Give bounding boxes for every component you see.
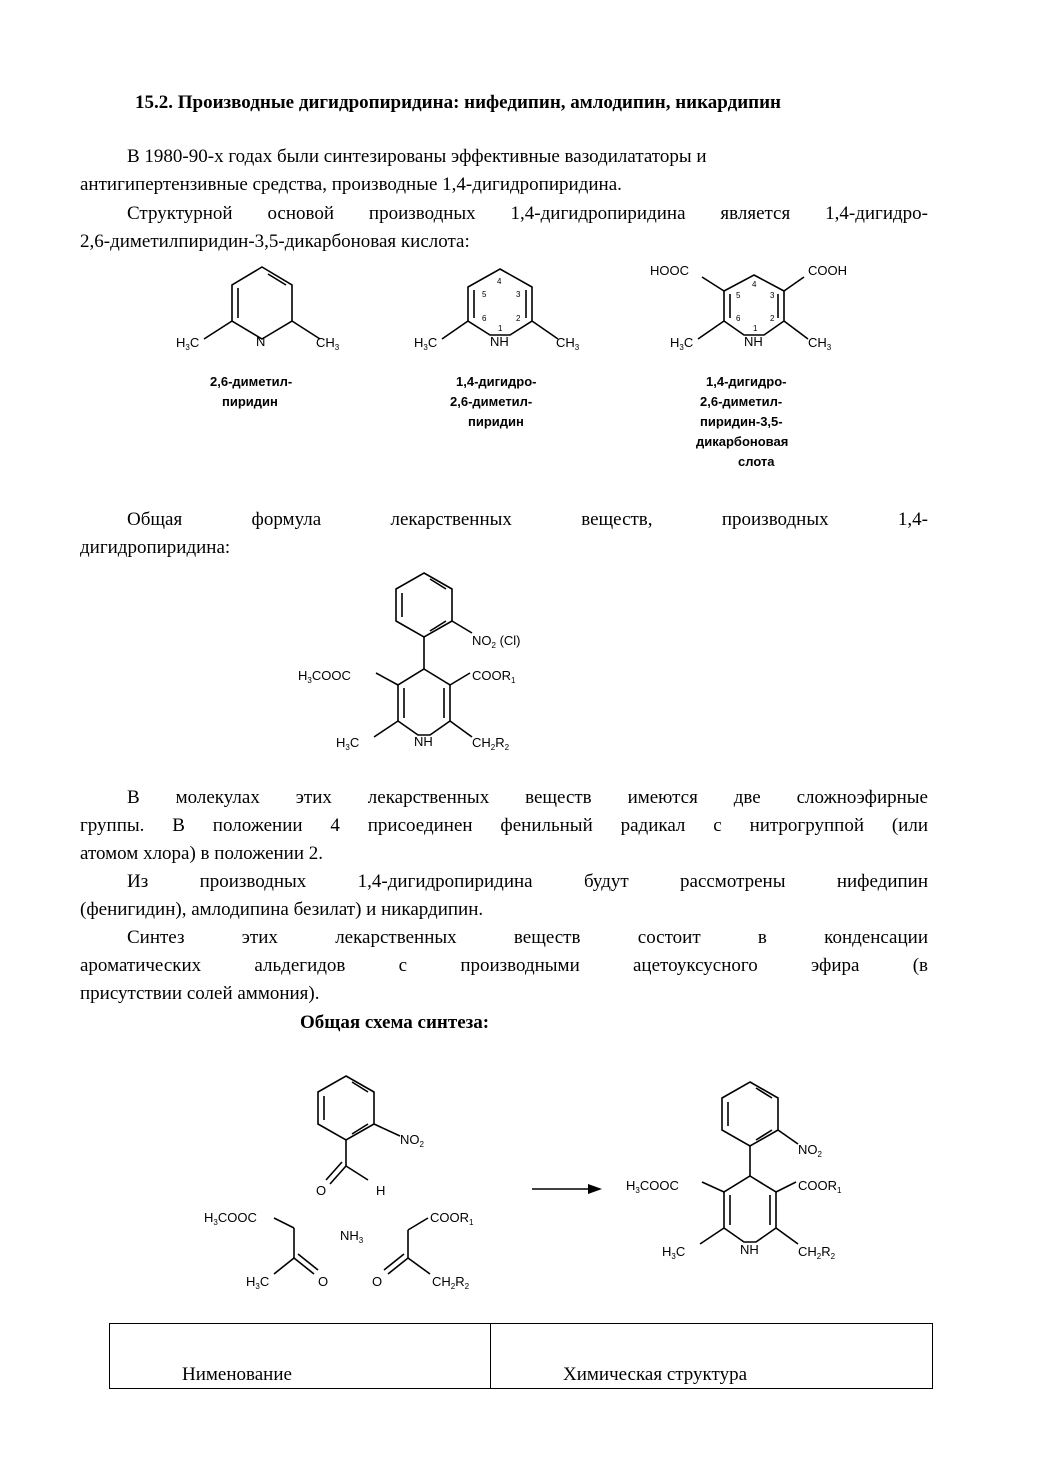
locant: 5 (736, 291, 741, 300)
text-line: Из производных 1,4-дигидропиридина будут рассмотрены нифедипин (127, 871, 928, 892)
locant: 3 (770, 291, 775, 300)
atom-nh: NH (414, 734, 433, 749)
structure-label: слота (738, 454, 775, 469)
table-header-row (110, 1324, 933, 1389)
group-h3c: $H_3C$ (176, 335, 200, 352)
group-ch2r2: $CH_2R_2$ (472, 735, 510, 752)
group-hooc: HOOC (650, 263, 689, 278)
locant: 5 (482, 290, 487, 299)
locant: 4 (752, 280, 757, 289)
paragraph-intro (80, 143, 928, 199)
text-line: В 1980-90-х годах были синтезированы эффективные вазодилататоры и (127, 146, 707, 167)
locant: 2 (516, 314, 521, 323)
locant: 1 (498, 324, 503, 333)
atom-h: H (376, 1183, 386, 1198)
group-ch2r2: $CH_2R_2$ (432, 1274, 470, 1291)
text-line: ароматических альдегидов с производными ацетоуксусного эфира (в (80, 955, 928, 976)
structure-label: 1,4-дигидро- (456, 374, 537, 389)
atom-nh: NH (490, 334, 509, 349)
text-line: атомом хлора) в положении 2. (80, 843, 324, 864)
group-cooh: COOH (808, 263, 847, 278)
scheme-title: Общая схема синтеза: (300, 1012, 490, 1033)
group-h3cooc: $H_3COOC$ (626, 1178, 679, 1195)
paragraph-derivatives (80, 868, 928, 924)
structure-label: 2,6-диметил- (450, 394, 533, 409)
paragraph-structure (80, 200, 928, 256)
general-formula-figure (290, 565, 590, 765)
text-line: 2,6-диметилпиридин-3,5-дикарбоновая кислота: (80, 231, 470, 252)
text-line: Общая формула лекарственных веществ, производных 1,4- (127, 509, 928, 530)
group-h3c: $H_3C$ (670, 335, 694, 352)
group-h3c: $H_3C$ (246, 1274, 270, 1291)
locant: 4 (497, 277, 502, 286)
locant: 6 (482, 314, 487, 323)
structure-label: пиридин-3,5- (700, 414, 783, 429)
group-no2: $NO_2$ (Cl) (472, 633, 521, 650)
structure-label: 1,4-дигидро- (706, 374, 787, 389)
structure-label: 2,6-диметил- (210, 374, 293, 389)
group-no2: $NO_2$ (798, 1142, 822, 1159)
paragraph-general-formula (80, 506, 928, 562)
group-h3c: $H_3C$ (336, 735, 360, 752)
atom-n: N (256, 334, 266, 349)
group-h3cooc: $H_3COOC$ (298, 668, 351, 685)
group-h3c: $H_3C$ (662, 1244, 686, 1261)
text-line: В молекулах этих лекарственных веществ имеются две сложноэфирные (127, 787, 928, 808)
atom-nh: NH (744, 334, 763, 349)
paragraph-synthesis (80, 924, 928, 1008)
locant: 3 (516, 290, 521, 299)
text-line: (фенигидин), амлодипина безилат) и никардипин. (80, 899, 484, 920)
text-line: Синтез этих лекарственных веществ состоит в конденсации (127, 927, 928, 948)
structure-label: дикарбоновая (696, 434, 789, 449)
group-no2: $NO_2$ (400, 1132, 424, 1149)
text-line: дигидропиридина: (80, 537, 231, 558)
compounds-table (109, 1323, 933, 1389)
group-h3cooc: $H_3COOC$ (204, 1210, 257, 1227)
text-line: Структурной основой производных 1,4-дигидропиридина является 1,4-дигидро- (127, 203, 928, 224)
table-header-name: Нименование (110, 1324, 491, 1389)
structure-label: 2,6-диметил- (700, 394, 783, 409)
group-h3c: $H_3C$ (414, 335, 438, 352)
structure-dimethylpyridine (204, 267, 320, 339)
locant: 6 (736, 314, 741, 323)
atom-o: O (318, 1274, 329, 1289)
structures-figure (160, 255, 880, 485)
locant: 1 (753, 324, 758, 333)
atom-nh: NH (740, 1242, 759, 1257)
synthesis-scheme-figure (190, 1062, 890, 1312)
group-ch2r2: $CH_2R_2$ (798, 1244, 836, 1261)
atom-o: O (372, 1274, 383, 1289)
section-heading: 15.2. Производные дигидропиридина: нифедипин, амлодипин, никардипин (135, 92, 781, 113)
atom-o: O (316, 1183, 327, 1198)
text-line: антигипертензивные средства, производные 1,4-дигидропиридина. (80, 174, 622, 195)
group-nh3: $NH_3$ (340, 1228, 364, 1245)
group-coor1: $COOR_1$ (430, 1210, 474, 1227)
text-line: группы. В положении 4 присоединен фенильный радикал с нитрогруппой (или (80, 815, 928, 836)
group-coor1: $COOR_1$ (472, 668, 516, 685)
structure-label: пиридин (222, 394, 278, 409)
group-coor1: $COOR_1$ (798, 1178, 842, 1195)
structure-label: пиридин (468, 414, 524, 429)
locant: 2 (770, 314, 775, 323)
table-header-structure: Химическая структура (491, 1324, 933, 1389)
paragraph-molecules (80, 784, 928, 868)
group-ch3: $CH_3$ (808, 335, 832, 352)
text-line: присутствии солей аммония). (80, 983, 320, 1004)
group-ch3: $CH_3$ (556, 335, 580, 352)
group-ch3: $CH_3$ (316, 335, 340, 352)
